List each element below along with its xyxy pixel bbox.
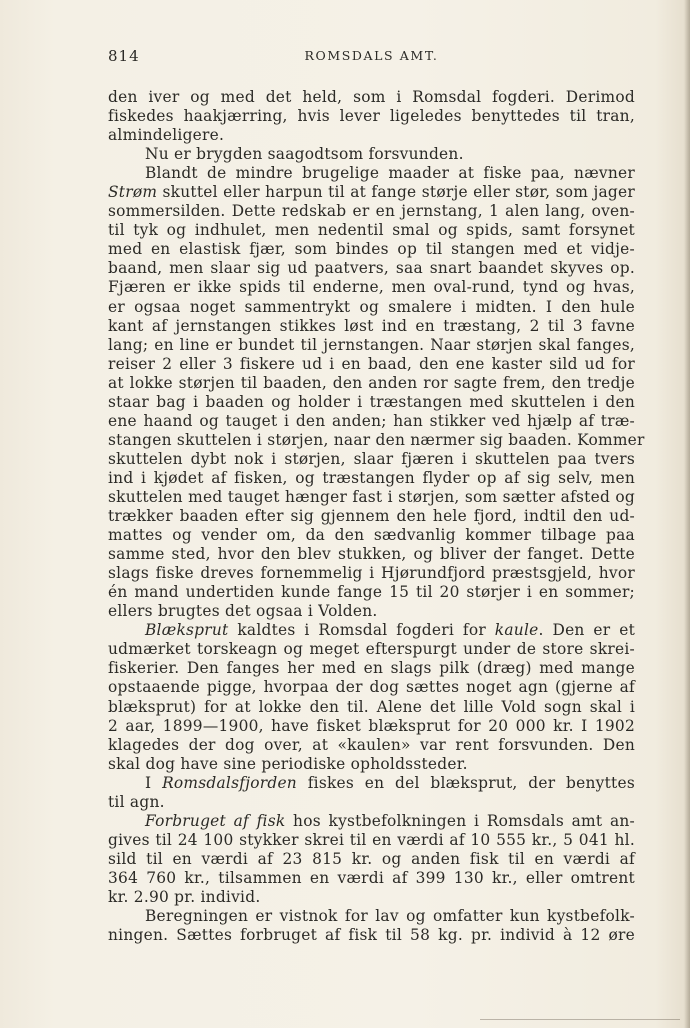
page-number: 814 — [108, 47, 140, 65]
text-line: kant af jernstangen stikkes løst ind en træstang, 2 til 3 favne — [108, 316, 635, 335]
text-line: klagedes der dog over, at «kaulen» var rent forsvunden. Den — [108, 735, 635, 754]
text-line: ellers brugtes det ogsaa i Volden. — [108, 602, 378, 621]
text-line: kr. 2.90 pr. individ. — [108, 887, 261, 906]
italic-term: kaule — [494, 621, 539, 640]
text-line — [108, 774, 635, 793]
text-line: samme sted, hvor den blev stukken, og bliver der fanget. Dette — [108, 545, 635, 564]
text-line: at lokke størjen til baaden, den anden ror sagte frem, den tredje — [108, 373, 635, 392]
text-line: mattes og vender om, da den sædvanlig kommer tilbage paa — [108, 526, 635, 545]
text-line: én mand undertiden kunde fange 15 til 20 størjer i en sommer; — [108, 583, 635, 602]
text-line: baand, men slaar sig ud paatvers, saa snart baandet skyves op. — [108, 259, 635, 278]
text-line: trækker baaden efter sig gjennem den hele fjord, indtil den ud- — [108, 507, 635, 526]
text-line: staar bag i baaden og holder i træstangen med skuttelen i den — [108, 392, 635, 411]
page-header — [108, 47, 635, 67]
bottom-page-edge — [480, 1019, 680, 1020]
text-line: lang; en line er bundet til jernstangen. Naar størjen skal fanges, — [108, 335, 635, 354]
text-segment: skuttel eller harpun til at fange størje eller stør, som jager — [157, 183, 635, 202]
text-line: ene haand og tauget i den anden; han stikker ved hjælp af træ- — [108, 411, 635, 430]
running-head: ROMSDALS AMT. — [304, 48, 439, 63]
text-line: ind i kjødet af fisken, og træstangen flyder op af sig selv, men — [108, 468, 635, 487]
text-line: til agn. — [108, 792, 165, 811]
text-line: almindeligere. — [108, 126, 225, 145]
text-line: Nu er brygden saagodtsom forsvunden. — [145, 145, 464, 164]
text-line: fiskedes haakjærring, hvis lever ligeledes benyttedes til tran, — [108, 107, 635, 126]
italic-term: Strøm — [108, 183, 158, 202]
text-line: skuttelen med tauget hænger fast i størjen, som sætter afsted og — [108, 487, 635, 506]
text-line: udmærket torskeagn og meget efterspurgt under de store skrei- — [108, 640, 635, 659]
text-line: Fjæren er ikke spids til enderne, men oval-rund, tynd og hvas, — [108, 278, 635, 297]
page-edge-shadow — [684, 0, 690, 1028]
text-line: gives til 24 100 stykker skrei til en værdi af 10 555 kr., 5 041 hl. — [108, 830, 635, 849]
body-text — [108, 88, 645, 945]
text-line: er ogsaa noget sammentrykt og smalere i midten. I den hule — [108, 297, 635, 316]
italic-term: Blæksprut — [145, 621, 229, 640]
text-line: sild til en værdi af 23 815 kr. og anden fisk til en værdi af — [108, 849, 635, 868]
text-line: opstaaende pigge, hvorpaa der dog sættes noget agn (gjerne af — [108, 678, 635, 697]
text-segment: I — [145, 773, 163, 792]
text-line: fiskerier. Den fanges her med en slags pilk (dræg) med mange — [108, 659, 635, 678]
text-line: skuttelen dybt nok i størjen, slaar fjæren i skuttelen paa tvers — [108, 449, 635, 468]
italic-term: Romsdalsfjorden — [162, 773, 297, 792]
text-line: stangen skuttelen i størjen, naar den nærmer sig baaden. Kommer — [108, 430, 645, 449]
text-line: blæksprut) for at lokke den til. Alene det lille Vold sogn skal i — [108, 697, 635, 716]
text-line: 364 760 kr., tilsammen en værdi af 399 130 kr., eller omtrent — [108, 868, 635, 887]
text-line: Beregningen er vistnok for lav og omfatter kun kystbefolk- — [145, 907, 635, 926]
text-line: 2 aar, 1899—1900, have fisket blæksprut for 20 000 kr. I 1902 — [108, 716, 635, 735]
text-line — [108, 621, 635, 640]
text-line: til tyk og indhulet, men nedentil smal og spids, samt forsynet — [108, 221, 635, 240]
text-line — [108, 183, 635, 202]
italic-term: Forbruget af fisk — [145, 811, 286, 830]
text-line: Blandt de mindre brugelige maader at fiske paa, nævner — [145, 164, 635, 183]
text-segment: fiskes en del blæksprut, der benyttes — [296, 773, 635, 792]
text-line: den iver og med det held, som i Romsdal fogderi. Derimod — [108, 88, 635, 106]
text-line: ningen. Sættes forbruget af fisk til 58 kg. pr. individ à 12 øre — [108, 926, 635, 945]
text-segment: kaldtes i Romsdal fogderi for — [228, 621, 495, 640]
text-line — [108, 812, 635, 831]
text-line: sommersilden. Dette redskab er en jernstang, 1 alen lang, oven- — [108, 202, 635, 221]
text-line: med en elastisk fjær, som bindes op til stangen med et vidje- — [108, 240, 635, 259]
text-segment: . Den er et — [538, 621, 636, 640]
text-line: reiser 2 eller 3 fiskere ud i en baad, den ene kaster sild ud for — [108, 354, 635, 373]
text-line: skal dog have sine periodiske opholdssteder. — [108, 754, 468, 773]
text-segment: hos kystbefolkningen i Romsdals amt an- — [285, 811, 635, 830]
text-line: slags fiske dreves fornemmelig i Hjørundfjord præstsgjeld, hvor — [108, 564, 635, 583]
